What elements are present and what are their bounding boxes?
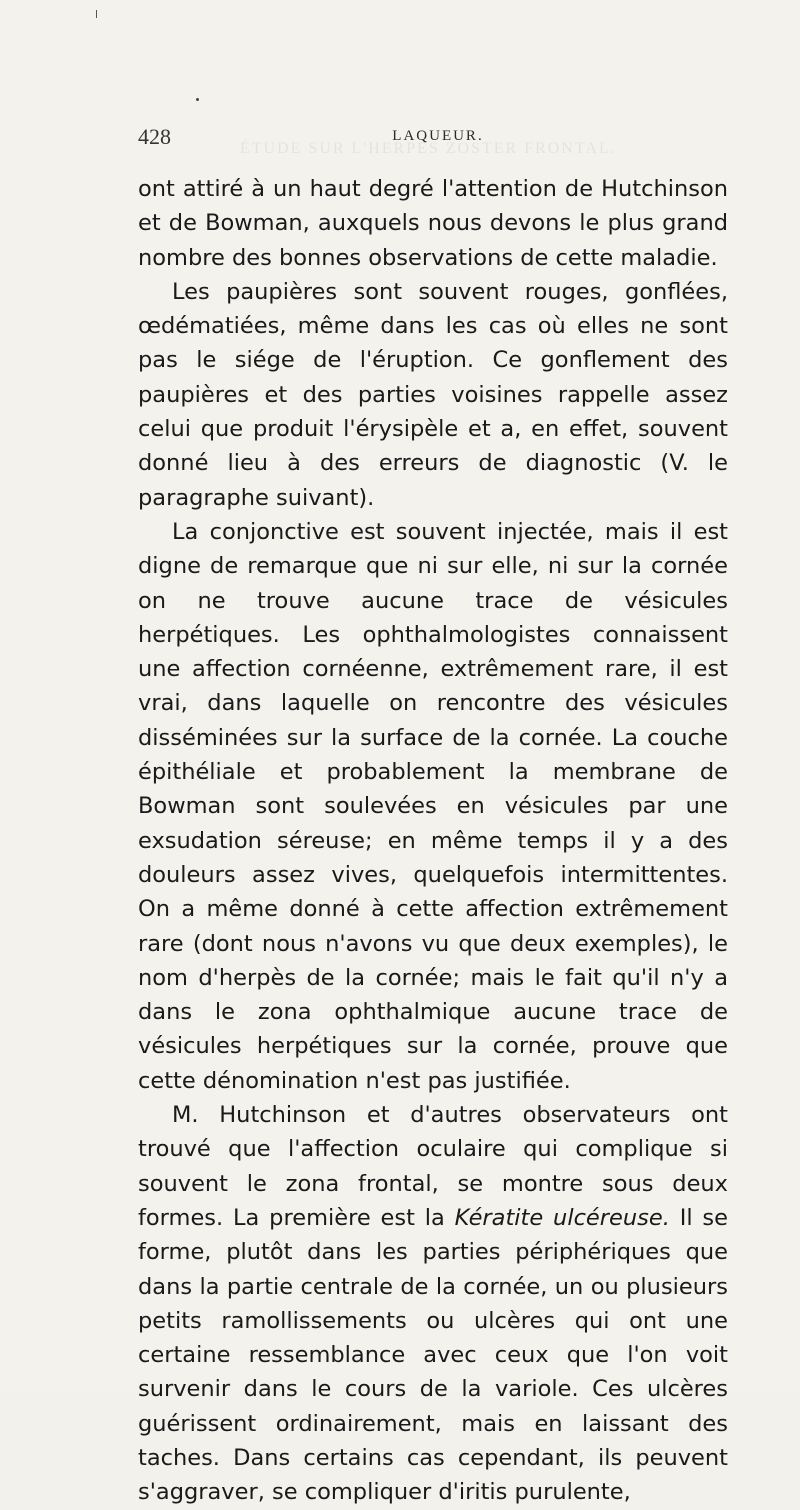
paragraph-4 [138,1098,728,1510]
page-number: 428 [138,124,171,149]
ink-speck [196,98,199,101]
paragraph-1: ont attiré à un haut degré l'attention de Hutchinson et de Bowman, auxquels nous devons le plus grand nombre des bonnes observations de cette maladie. [138,176,728,271]
keratite-term: Kératite ulcéreuse. [454,1204,670,1231]
paragraph-4-start: M. Hutchinson et d'autres observateurs ont trouvé que l'affection oculaire qui complique si souvent le zona frontal, se montre sous deux formes. La première est la [138,1102,728,1231]
paragraph-3: La conjonctive est souvent injectée, mais il est digne de remarque que ni sur elle, ni sur la cornée on ne trouve aucune trace de vésicules herpétiques. Les ophthalmologistes connaissent une affection cornéenne, extrêmement rare, il est vrai, dans laquelle on rencontre des vésicules disséminées sur la surface de la cornée. La couche épithéliale et probablement la membrane de Bowman sont soulevées en vésicules par une exsudation séreuse; en même temps il y a des douleurs assez vives, quelquefois intermittentes. On a même donné à cette affection extrêmement rare (dont nous n'avons vu que deux exemples), le nom d'herpès de la cornée; mais le fait qu'il n'y a dans le zona ophthalmique aucune trace de vésicules herpétiques sur la cornée, prouve que cette dénomination n'est pas justifiée. [138,518,728,1094]
running-head: LAQUEUR. [392,128,484,144]
body-text [138,172,728,1510]
margin-tick [96,10,97,18]
paragraph-2: Les paupières sont souvent rouges, gonflées, œdématiées, même dans les cas où elles ne sont pas le siége de l'éruption. Ce gonflement des paupières et des parties voisines rappelle assez celui que produit l'érysipèle et a, en effet, souvent donné lieu à des erreurs de diagnostic (V. le paragraphe suivant). [138,278,728,511]
bleed-through-text: ÉTUDE SUR L'HERPÈS ZOSTER FRONTAL. [240,140,617,157]
page-header [138,124,738,164]
paragraph-4-end: Il se forme, plutôt dans les parties périphériques que dans la partie centrale de la cornée, un ou plusieurs petits ramollissements ou ulcères qui ont une certaine ressemblance avec ceux que l'on voit survenir dans le cours de la variole. Ces ulcères guérissent ordinairement, mais en laissant des taches. Dans certains cas cependant, ils peuvent s'aggraver, se compliquer d'iritis purulente, [138,1204,728,1506]
